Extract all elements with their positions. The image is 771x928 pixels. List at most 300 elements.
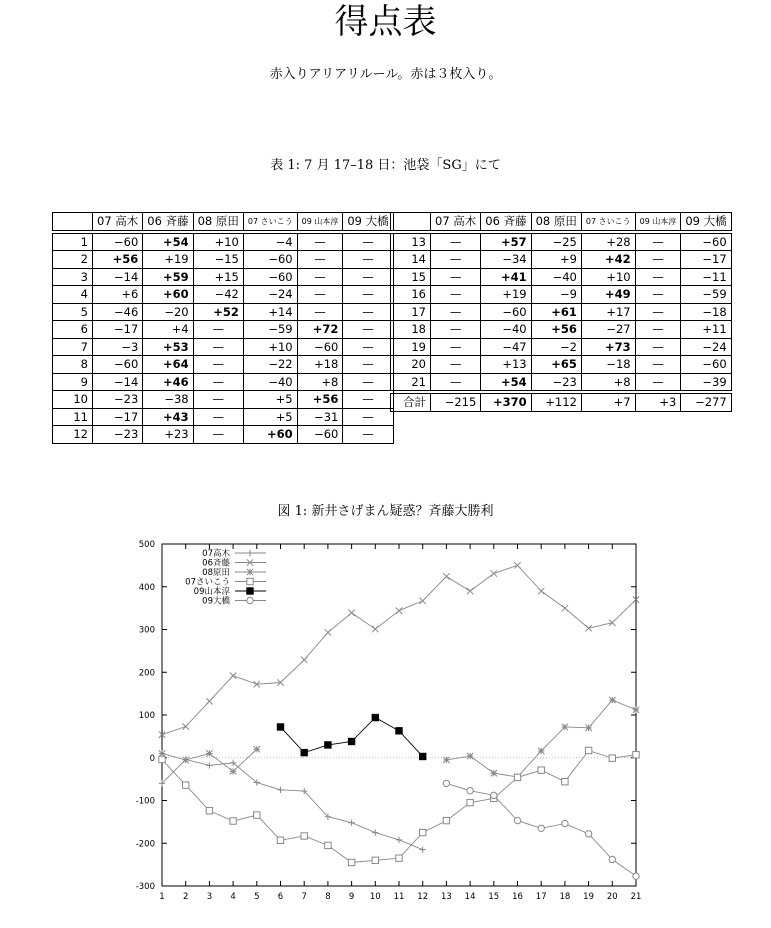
score-cell: −60 <box>681 356 731 374</box>
x-tick-label: 17 <box>535 892 547 902</box>
y-tick-label: 400 <box>138 582 155 593</box>
legend-label: 09大橋 <box>202 596 230 607</box>
data-point <box>396 837 402 843</box>
x-tick-label: 6 <box>277 892 284 902</box>
y-tick-label: 200 <box>138 668 155 679</box>
score-cell: — <box>635 286 681 304</box>
table-row <box>53 391 394 409</box>
data-point <box>301 749 307 755</box>
score-cell: — <box>297 286 343 304</box>
score-cell: −38 <box>143 391 193 409</box>
data-point <box>277 724 283 730</box>
x-tick-label: 18 <box>559 892 571 902</box>
game-number: 15 <box>391 268 431 286</box>
legend-marker <box>247 588 253 594</box>
total-cell: +3 <box>635 394 681 412</box>
score-cell: +43 <box>143 408 193 426</box>
data-point <box>443 817 449 823</box>
data-point <box>585 747 591 753</box>
score-cell: −59 <box>681 286 731 304</box>
game-number: 11 <box>53 408 93 426</box>
game-number: 8 <box>53 356 93 374</box>
series-line <box>162 759 423 849</box>
legend-label: 07さいこう <box>185 577 230 588</box>
legend-label: 06斉藤 <box>202 558 230 569</box>
score-cell: — <box>431 303 481 321</box>
x-tick-label: 5 <box>254 892 260 902</box>
table-row <box>53 268 394 286</box>
score-cell: −4 <box>243 233 297 251</box>
score-cell: −60 <box>243 268 297 286</box>
total-row <box>391 394 732 412</box>
score-cell: −15 <box>193 251 243 269</box>
table-row <box>391 268 732 286</box>
score-cell: −14 <box>93 268 143 286</box>
score-cell: −9 <box>531 286 581 304</box>
x-tick-label: 3 <box>206 892 213 902</box>
game-number: 13 <box>391 233 431 251</box>
data-point <box>633 707 639 713</box>
data-point <box>467 753 473 759</box>
data-point <box>206 698 212 704</box>
score-cell: −23 <box>93 391 143 409</box>
data-point <box>633 752 639 758</box>
data-point <box>277 837 283 843</box>
data-point <box>183 782 189 788</box>
game-number: 6 <box>53 321 93 339</box>
data-point <box>325 629 331 635</box>
data-point <box>609 697 615 703</box>
table-row <box>53 286 394 304</box>
total-cell: +112 <box>531 394 581 412</box>
score-cell: −23 <box>531 373 581 391</box>
score-cell: +56 <box>93 251 143 269</box>
data-point <box>491 792 497 798</box>
score-cell: +17 <box>581 303 635 321</box>
total-cell: +370 <box>481 394 531 412</box>
series-line <box>162 565 636 734</box>
score-cell: +42 <box>581 251 635 269</box>
score-cell: — <box>343 233 393 251</box>
score-cell: +56 <box>297 391 343 409</box>
data-point <box>372 829 378 835</box>
x-tick-label: 2 <box>182 892 189 902</box>
score-cell: — <box>343 286 393 304</box>
score-cell: — <box>431 233 481 251</box>
data-point <box>420 846 426 852</box>
game-number: 14 <box>391 251 431 269</box>
score-cell: — <box>343 251 393 269</box>
table-row <box>53 251 394 269</box>
data-point <box>633 873 639 879</box>
score-cell: −60 <box>681 233 731 251</box>
game-number: 21 <box>391 373 431 391</box>
score-cell: −11 <box>681 268 731 286</box>
score-cell: −47 <box>481 338 531 356</box>
x-tick-label: 21 <box>630 892 642 902</box>
corner-cell <box>391 213 431 231</box>
player-header: 07 さいこう <box>243 213 297 231</box>
score-cell: +8 <box>297 373 343 391</box>
game-number: 7 <box>53 338 93 356</box>
score-cell: +65 <box>531 356 581 374</box>
score-cell: — <box>635 321 681 339</box>
data-point <box>348 738 354 744</box>
game-number: 5 <box>53 303 93 321</box>
table-row <box>53 303 394 321</box>
total-cell: +7 <box>581 394 635 412</box>
data-point <box>206 808 212 814</box>
score-cell: +41 <box>481 268 531 286</box>
score-cell: — <box>193 408 243 426</box>
y-tick-label: 100 <box>138 711 155 721</box>
x-tick-label: 16 <box>512 892 523 902</box>
score-cell: — <box>193 338 243 356</box>
score-cell: −18 <box>681 303 731 321</box>
game-number: 17 <box>391 303 431 321</box>
player-header: 08 原田 <box>531 213 581 231</box>
data-point <box>325 842 331 848</box>
score-cell: −27 <box>581 321 635 339</box>
series-line <box>162 750 636 862</box>
header-row <box>391 213 732 231</box>
series-line <box>446 700 636 777</box>
data-point <box>396 607 402 613</box>
score-cell: −39 <box>681 373 731 391</box>
score-cell: −25 <box>531 233 581 251</box>
data-point <box>254 746 260 752</box>
score-cell: −60 <box>481 303 531 321</box>
data-point <box>514 774 520 780</box>
x-tick-label: 20 <box>606 892 618 902</box>
x-tick-label: 11 <box>393 892 405 902</box>
data-point <box>585 725 591 731</box>
score-cell: — <box>431 321 481 339</box>
table-row <box>53 233 394 251</box>
data-point <box>325 742 331 748</box>
player-header: 09 山本淳 <box>635 213 681 231</box>
score-cell: −60 <box>93 356 143 374</box>
score-cell: +56 <box>531 321 581 339</box>
score-cell: +60 <box>143 286 193 304</box>
score-cell: — <box>297 303 343 321</box>
header-row <box>53 213 394 231</box>
total-cell: −277 <box>681 394 731 412</box>
legend-label: 07高木 <box>202 549 230 559</box>
data-point <box>159 756 165 762</box>
data-point <box>396 728 402 734</box>
score-cell: — <box>193 321 243 339</box>
score-cell: −3 <box>93 338 143 356</box>
score-cell: +10 <box>193 233 243 251</box>
score-cell: −40 <box>243 373 297 391</box>
data-point <box>183 757 189 763</box>
data-point <box>514 817 520 823</box>
score-cell: — <box>431 373 481 391</box>
score-cell: — <box>635 373 681 391</box>
game-number: 2 <box>53 251 93 269</box>
data-point <box>420 598 426 604</box>
game-number: 1 <box>53 233 93 251</box>
table-row <box>391 303 732 321</box>
score-cell: — <box>635 303 681 321</box>
player-header: 06 斉藤 <box>143 213 193 231</box>
score-cell: +52 <box>193 303 243 321</box>
player-header: 09 大橋 <box>681 213 731 231</box>
data-point <box>609 619 615 625</box>
data-point <box>609 755 615 761</box>
data-point <box>467 787 473 793</box>
rule-note: 赤入りアリアリルール。赤は３枚入り。 <box>269 67 502 82</box>
score-cell: — <box>343 373 393 391</box>
table-row <box>53 321 394 339</box>
score-cell: +10 <box>243 338 297 356</box>
score-cell: +4 <box>143 321 193 339</box>
x-tick-label: 13 <box>440 892 452 902</box>
data-point <box>301 833 307 839</box>
data-point <box>467 799 473 805</box>
score-cell: +19 <box>143 251 193 269</box>
data-point <box>609 856 615 862</box>
score-cell: — <box>635 233 681 251</box>
score-table-left <box>52 212 394 444</box>
x-tick-label: 15 <box>488 892 500 902</box>
score-cell: — <box>635 338 681 356</box>
data-point <box>585 831 591 837</box>
game-number: 20 <box>391 356 431 374</box>
table-row <box>53 356 394 374</box>
game-number: 18 <box>391 321 431 339</box>
score-cell: — <box>431 356 481 374</box>
data-point <box>159 750 165 756</box>
score-cell: −17 <box>93 408 143 426</box>
score-cell: −18 <box>581 356 635 374</box>
data-point <box>420 829 426 835</box>
score-progress-chart <box>0 520 771 928</box>
data-point <box>396 855 402 861</box>
player-header: 09 大橋 <box>343 213 393 231</box>
score-cell: +11 <box>681 321 731 339</box>
data-point <box>420 753 426 759</box>
score-cell: — <box>193 373 243 391</box>
data-point <box>230 818 236 824</box>
score-cell: −46 <box>93 303 143 321</box>
player-header: 07 高木 <box>431 213 481 231</box>
data-point <box>443 573 449 579</box>
data-point <box>206 750 212 756</box>
total-cell: −215 <box>431 394 481 412</box>
score-cell: — <box>635 356 681 374</box>
x-tick-label: 4 <box>230 892 236 902</box>
score-cell: −17 <box>681 251 731 269</box>
score-cell: — <box>297 268 343 286</box>
data-point <box>348 820 354 826</box>
score-cell: −24 <box>243 286 297 304</box>
score-cell: +59 <box>143 268 193 286</box>
y-tick-label: -300 <box>135 882 155 892</box>
score-cell: −60 <box>297 338 343 356</box>
data-point <box>538 588 544 594</box>
score-cell: +54 <box>481 373 531 391</box>
data-point <box>514 562 520 568</box>
table-row <box>391 373 732 391</box>
data-point <box>277 787 283 793</box>
player-header: 09 山本淳 <box>297 213 343 231</box>
data-point <box>491 770 497 776</box>
data-point <box>585 625 591 631</box>
score-cell: — <box>297 251 343 269</box>
data-point <box>538 767 544 773</box>
x-tick-label: 1 <box>159 892 165 902</box>
score-cell: — <box>193 356 243 374</box>
score-cell: −2 <box>531 338 581 356</box>
table-row <box>53 408 394 426</box>
player-header: 07 高木 <box>93 213 143 231</box>
score-cell: +5 <box>243 391 297 409</box>
score-cell: +13 <box>481 356 531 374</box>
data-point <box>348 859 354 865</box>
player-header: 08 原田 <box>193 213 243 231</box>
table-row <box>53 338 394 356</box>
score-cell: +54 <box>143 233 193 251</box>
score-cell: +15 <box>193 268 243 286</box>
score-cell: — <box>431 268 481 286</box>
x-tick-label: 14 <box>464 892 476 902</box>
score-cell: −31 <box>297 408 343 426</box>
score-cell: +57 <box>481 233 531 251</box>
score-cell: −34 <box>481 251 531 269</box>
page-title: 得点表 <box>334 2 437 42</box>
score-cell: — <box>343 391 393 409</box>
y-tick-label: 300 <box>138 625 155 636</box>
x-tick-label: 8 <box>325 892 331 902</box>
score-cell: +6 <box>93 286 143 304</box>
score-cell: −42 <box>193 286 243 304</box>
score-cell: +10 <box>581 268 635 286</box>
x-tick-label: 12 <box>417 892 429 902</box>
game-number: 9 <box>53 373 93 391</box>
player-header: 07 さいこう <box>581 213 635 231</box>
score-cell: — <box>343 303 393 321</box>
score-cell: — <box>343 408 393 426</box>
legend-marker <box>247 597 253 603</box>
figure-caption: 図 1: 新井さげまん疑惑？斉藤大勝利 <box>277 504 494 519</box>
score-cell: — <box>431 251 481 269</box>
score-cell: +5 <box>243 408 297 426</box>
legend-label: 08原田 <box>202 568 230 578</box>
player-header: 06 斉藤 <box>481 213 531 231</box>
score-cell: −24 <box>681 338 731 356</box>
table-row <box>391 233 732 251</box>
total-label: 合計 <box>391 394 431 412</box>
score-cell: +46 <box>143 373 193 391</box>
data-point <box>443 780 449 786</box>
score-cell: −40 <box>481 321 531 339</box>
score-cell: −60 <box>93 233 143 251</box>
score-cell: — <box>431 286 481 304</box>
data-point <box>206 762 212 768</box>
x-tick-label: 10 <box>369 892 381 902</box>
score-cell: +64 <box>143 356 193 374</box>
y-tick-label: -100 <box>135 796 155 807</box>
corner-cell <box>53 213 93 231</box>
score-cell: +28 <box>581 233 635 251</box>
score-cell: −59 <box>243 321 297 339</box>
legend-label: 09山本淳 <box>193 587 230 597</box>
score-cell: −60 <box>297 426 343 444</box>
table-row <box>53 426 394 444</box>
data-point <box>562 778 568 784</box>
legend-marker <box>247 569 253 575</box>
x-tick-label: 9 <box>348 892 355 902</box>
score-cell: +49 <box>581 286 635 304</box>
score-cell: — <box>635 251 681 269</box>
data-point <box>372 626 378 632</box>
game-number: 4 <box>53 286 93 304</box>
score-cell: — <box>297 233 343 251</box>
score-cell: −60 <box>243 251 297 269</box>
score-cell: — <box>343 321 393 339</box>
score-cell: +53 <box>143 338 193 356</box>
score-cell: +18 <box>297 356 343 374</box>
x-tick-label: 19 <box>583 892 595 902</box>
y-tick-label: 0 <box>149 753 155 764</box>
data-point <box>491 570 497 576</box>
table-row <box>391 356 732 374</box>
score-cell: +23 <box>143 426 193 444</box>
table-row <box>391 286 732 304</box>
score-cell: — <box>193 391 243 409</box>
data-point <box>348 610 354 616</box>
game-number: 3 <box>53 268 93 286</box>
score-cell: −22 <box>243 356 297 374</box>
data-point <box>562 605 568 611</box>
table-caption: 表 1: 7 月 17–18 日：池袋「SG」にて <box>270 158 501 173</box>
data-point <box>443 757 449 763</box>
score-cell: +60 <box>243 426 297 444</box>
y-tick-label: -200 <box>135 839 155 850</box>
game-number: 19 <box>391 338 431 356</box>
data-point <box>254 812 260 818</box>
data-point <box>467 588 473 594</box>
score-cell: — <box>343 356 393 374</box>
score-cell: +9 <box>531 251 581 269</box>
score-cell: — <box>343 338 393 356</box>
game-number: 10 <box>53 391 93 409</box>
score-cell: +8 <box>581 373 635 391</box>
game-number: 16 <box>391 286 431 304</box>
x-tick-label: 7 <box>301 892 307 902</box>
score-cell: — <box>431 338 481 356</box>
table-row <box>53 373 394 391</box>
score-cell: −14 <box>93 373 143 391</box>
score-cell: −40 <box>531 268 581 286</box>
data-point <box>301 657 307 663</box>
legend-marker <box>247 550 253 556</box>
score-cell: — <box>193 426 243 444</box>
data-point <box>183 723 189 729</box>
score-cell: +73 <box>581 338 635 356</box>
data-point <box>372 714 378 720</box>
game-number: 12 <box>53 426 93 444</box>
score-cell: −23 <box>93 426 143 444</box>
data-point <box>538 748 544 754</box>
score-table-right <box>390 212 732 412</box>
legend-marker <box>247 578 253 584</box>
score-cell: +14 <box>243 303 297 321</box>
data-point <box>562 724 568 730</box>
plot-frame <box>162 544 636 886</box>
